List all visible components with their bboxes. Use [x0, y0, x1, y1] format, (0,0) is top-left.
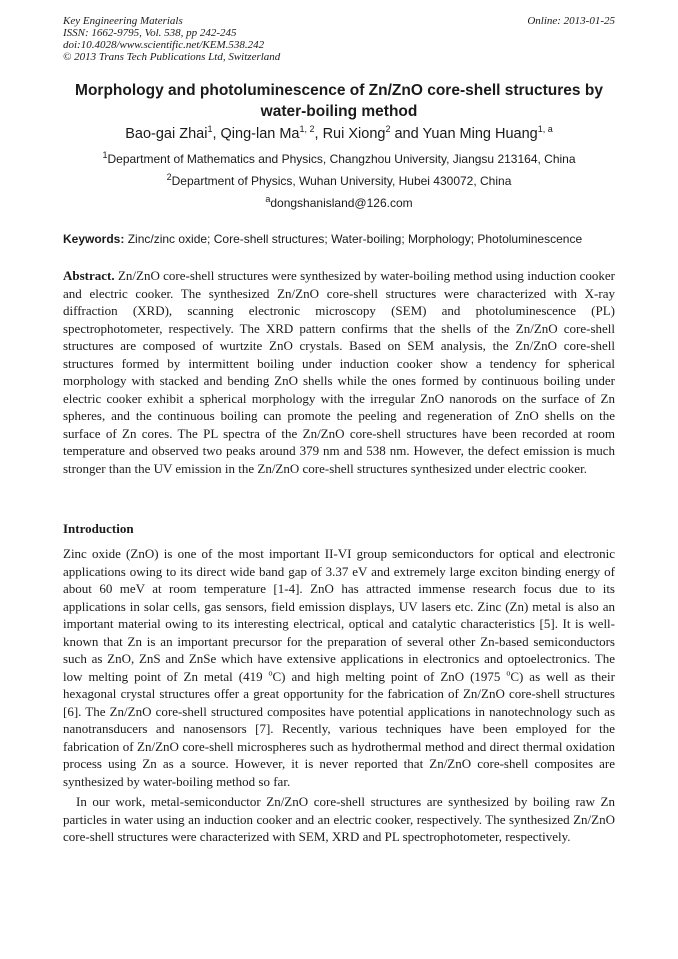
affiliation-text: Department of Physics, Wuhan University, Hubei 430072, China [171, 174, 512, 188]
author-separator: , [212, 126, 221, 142]
keywords [63, 232, 615, 246]
paragraph-text: C) as well as their hexagonal crystal structures offer a great opportunity for the fabrication of Zn/ZnO core-shell structures [6]. The Zn/ZnO core-shell structured composites have potential applications in nanotechnology such as nanotransducers and nanosensors [7]. Recently, various techniques have been employed for the fabrication of Zn/ZnO core-shell microspheres such as hydrothermal method and direct thermal oxidation process using Zn as a source. However, it is never reported that Zn/ZnO core-shell composites are synthesized by water-boiling method so far. [63, 668, 615, 789]
paragraph-text: C) and high melting point of ZnO (1975 [272, 668, 507, 684]
affiliation-mark: 1 [102, 150, 108, 160]
doi: doi:10.4028/www.scientific.net/KEM.538.242 [63, 39, 265, 51]
paper-title [58, 80, 620, 122]
author-name: Rui Xiong [322, 126, 386, 142]
affiliation-mark: a [265, 194, 271, 204]
journal-name: Key Engineering Materials [63, 15, 183, 27]
corresponding-email [40, 196, 638, 210]
degree-mark: o [506, 668, 511, 678]
intro-paragraph-2: In our work, metal-semiconductor Zn/ZnO core-shell structures are synthesized by boiling raw Zn particles in water using an induction cooker and an electric cooker, respectively. The synthesized Zn/ZnO core-shell structures were characterized with SEM, XRD and PL spectrophotometer, respectively. [63, 794, 615, 844]
abstract-text: Zn/ZnO core-shell structures were synthesized by water-boiling method using induction cooker and electric cooker. The synthesized Zn/ZnO core-shell structures were characterized with X-ray diffraction (XRD), scanning electronic microscopy (SEM) and photoluminescence (PL) spectrophotometer, respectively. The XRD pattern confirms that the shells of the Zn/ZnO core-shell structures are composed of wurtzite ZnO crystals. Based on SEM analysis, the Zn/ZnO core-shell structures formed by intermittent boiling under induction cooker show a tendency for spherical morphology with stacked and bending ZnO shells while the ones formed by continuous boiling under electric cooker exhibit a spherical morphology with the irregular ZnO nanorods on the surface of Zn spheres, and the continuous boiling can promote the peeling and regeneration of ZnO shells on the surface of Zn cores. The PL spectra of the Zn/ZnO core-shell structures have been recorded at room temperature and observed two peaks around 379 nm and 538 nm. However, the defect emission is much stronger than the UV emission in the Zn/ZnO core-shell structures synthesized under electric cooker. [63, 268, 615, 476]
paragraph-text: Zinc oxide (ZnO) is one of the most important II-VI group semiconductors for optical and electronic applications owing to its direct wide band gap of 3.37 eV and extremely large exciton binding energy of about 60 meV at room temperature [1-4]. ZnO has attracted immense research focus due to its applications in solar cells, gas sensors, field emission displays, UV lasers etc. Zinc (Zn) metal is also an important material owing to its interesting electrical, optical and catalytic characteristics [5]. It is well-known that Zn is an important precursor for the preparation of several other Zn-based semiconductors such as ZnO, ZnS and ZnSe which have extensive applications in electronics and optoelectronics. The low melting point of Zn metal (419 [63, 546, 615, 684]
keywords-text: Zinc/zinc oxide; Core-shell structures; Water-boiling; Morphology; Photoluminescence [124, 232, 583, 246]
title-line-2: water-boiling method [260, 103, 418, 120]
section-heading-introduction: Introduction [63, 521, 134, 536]
email-text: dongshanisland@126.com [270, 196, 413, 210]
degree-mark: o [268, 668, 273, 678]
online-date: Online: 2013-01-25 [527, 15, 615, 27]
journal-metadata [63, 15, 280, 63]
author-affiliation-mark: 1, 2 [299, 124, 315, 135]
affiliation-text: Department of Mathematics and Physics, Changzhou University, Jiangsu 213164, China [107, 152, 576, 166]
title-line-1: Morphology and photoluminescence of Zn/ZnO core-shell structures by [75, 82, 603, 99]
author-affiliation-mark: 1, a [537, 124, 553, 135]
abstract [63, 267, 615, 477]
issn-volume-pages: ISSN: 1662-9795, Vol. 538, pp 242-245 [63, 27, 237, 39]
abstract-label: Abstract. [63, 268, 115, 283]
keywords-label: Keywords: [63, 232, 125, 246]
author-affiliation-mark: 1 [207, 124, 213, 135]
author-separator: , [314, 126, 323, 142]
copyright: © 2013 Trans Tech Publications Ltd, Switzerland [63, 51, 281, 63]
author-name: Yuan Ming Huang [422, 126, 538, 142]
author-name: Qing-lan Ma [220, 126, 300, 142]
affiliation-mark: 2 [166, 172, 172, 182]
affiliation-2 [40, 174, 638, 188]
author-affiliation-mark: 2 [385, 124, 391, 135]
intro-paragraph-1 [63, 545, 615, 790]
affiliation-1 [40, 152, 638, 166]
author-separator: and [390, 126, 423, 142]
author-name: Bao-gai Zhai [125, 126, 208, 142]
author-list [58, 125, 620, 143]
